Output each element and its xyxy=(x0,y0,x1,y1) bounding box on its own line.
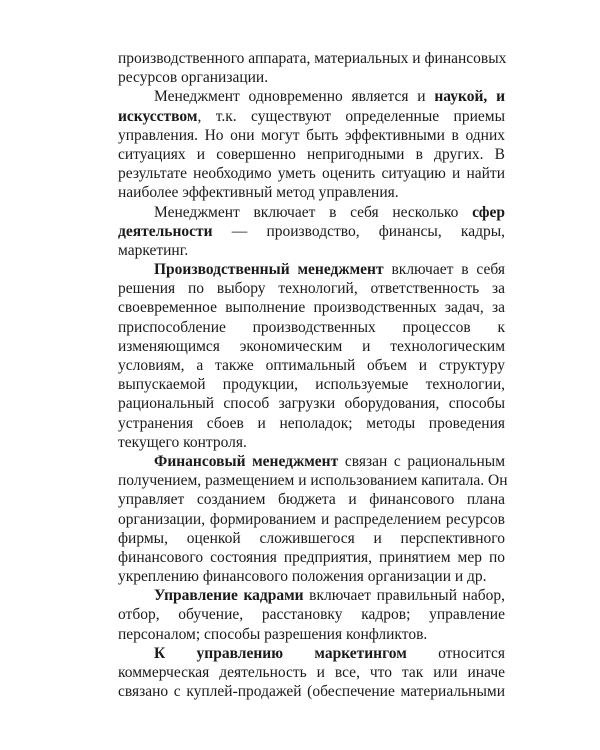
text-run: получением, размещением и использованием капитала. Он xyxy=(118,472,508,490)
text-run: — производство, финансы, кадры, xyxy=(212,222,505,240)
text-line xyxy=(118,203,505,222)
text-line xyxy=(118,625,505,644)
text-run: управления. Но они могут быть эффективными в одних xyxy=(118,126,505,144)
text-run: персоналом; способы разрешения конфликтов. xyxy=(118,625,428,643)
text-line xyxy=(118,164,505,183)
text-line xyxy=(118,126,505,145)
text-run: Менеджмент одновременно является и xyxy=(154,88,435,106)
bold-term: К управлению маркетингом xyxy=(154,644,407,662)
paragraph xyxy=(118,644,505,702)
bold-term: деятельности xyxy=(118,222,213,240)
text-run: отбор, обучение, расстановку кадров; управление xyxy=(118,606,505,624)
text-run: ресурсов организации. xyxy=(118,69,269,87)
text-line xyxy=(118,490,505,509)
text-line xyxy=(118,318,505,337)
text-run: условиям, а также оптимальный объем и структуру xyxy=(118,357,505,374)
text-run: устранения сбоев и неполадок; методы проведения xyxy=(118,414,505,432)
text-line xyxy=(118,394,505,413)
bold-term: Производственный менеджмент xyxy=(154,261,384,279)
text-line xyxy=(118,375,505,394)
text-run: наиболее эффективный метод управления. xyxy=(118,184,399,202)
paragraph xyxy=(118,452,508,586)
text-run: приспособление производственных процессов к xyxy=(118,318,505,336)
text-line xyxy=(118,356,505,375)
text-line xyxy=(118,433,505,452)
text-run: рациональный способ загрузки оборудования, способы xyxy=(118,395,505,413)
text-line xyxy=(118,471,508,490)
text-line xyxy=(118,548,505,567)
text-run: связано с куплей-продажей (обеспечение материальными xyxy=(118,683,505,701)
text-line xyxy=(118,68,505,87)
paragraph xyxy=(118,49,505,87)
bold-term: наукой, и xyxy=(434,88,505,106)
text-run: своевременное выполнение производственных задач, за xyxy=(118,299,505,317)
text-run: текущего контроля. xyxy=(118,433,247,451)
paragraph xyxy=(118,260,505,452)
paragraph xyxy=(118,586,505,644)
text-run: выпускаемой продукции, используемые технологии, xyxy=(118,376,505,394)
text-run: организации, формированием и распределением ресурсов xyxy=(118,510,505,528)
text-run: результате необходимо уметь оценить ситуацию и найти xyxy=(118,165,505,183)
text-line xyxy=(118,452,505,471)
bold-term: Управление кадрами xyxy=(154,587,304,605)
text-run: относится xyxy=(406,644,506,662)
text-run: укреплению финансового положения организации и др. xyxy=(118,568,487,586)
text-line xyxy=(118,337,505,356)
bold-term: Финансовый менеджмент xyxy=(154,452,339,470)
text-run: фирмы, оценкой сложившегося и перспективного xyxy=(118,529,505,547)
text-run: маркетинг. xyxy=(118,241,189,259)
text-line xyxy=(118,663,505,682)
paragraph xyxy=(118,203,505,261)
text-run: изменяющимся экономическим и технологическим xyxy=(118,337,505,355)
text-run: производственного аппарата, материальных и финансовых xyxy=(118,50,507,67)
text-line xyxy=(118,605,505,624)
text-line xyxy=(118,87,505,106)
text-line xyxy=(118,222,505,241)
text-run: связан с рациональным xyxy=(338,452,505,470)
text-line xyxy=(118,183,505,202)
text-run: включает в себя xyxy=(383,261,505,279)
text-line xyxy=(118,529,505,548)
text-line xyxy=(118,241,505,260)
text-line xyxy=(118,49,505,68)
text-line xyxy=(118,298,505,317)
text-run: управляет созданием бюджета и финансового плана xyxy=(118,491,505,509)
text-run: коммерческая деятельность и все, что так или иначе xyxy=(118,664,505,681)
text-run: включает правильный набор, xyxy=(303,587,505,605)
bold-term: искусством xyxy=(118,107,198,125)
paragraph xyxy=(118,87,505,202)
text-line xyxy=(118,510,505,529)
text-line xyxy=(118,414,505,433)
page-text xyxy=(118,49,508,701)
text-run: Менеджмент включает в себя несколько xyxy=(154,203,473,221)
text-run: решения по выбору технологий, ответственность за xyxy=(118,280,505,298)
text-line xyxy=(118,567,505,586)
text-line xyxy=(118,586,505,605)
text-run: финансового состояния предприятия, принятием мер по xyxy=(118,548,505,566)
text-line xyxy=(118,682,505,701)
text-line xyxy=(118,145,505,164)
text-line xyxy=(118,279,505,298)
text-line xyxy=(118,107,505,126)
bold-term: сфер xyxy=(472,203,505,221)
text-line xyxy=(118,644,505,663)
text-line xyxy=(118,260,505,279)
text-run: , т.к. существуют определенные приемы xyxy=(197,107,505,125)
text-run: ситуациях и совершенно непригодными в других. В xyxy=(118,145,505,163)
